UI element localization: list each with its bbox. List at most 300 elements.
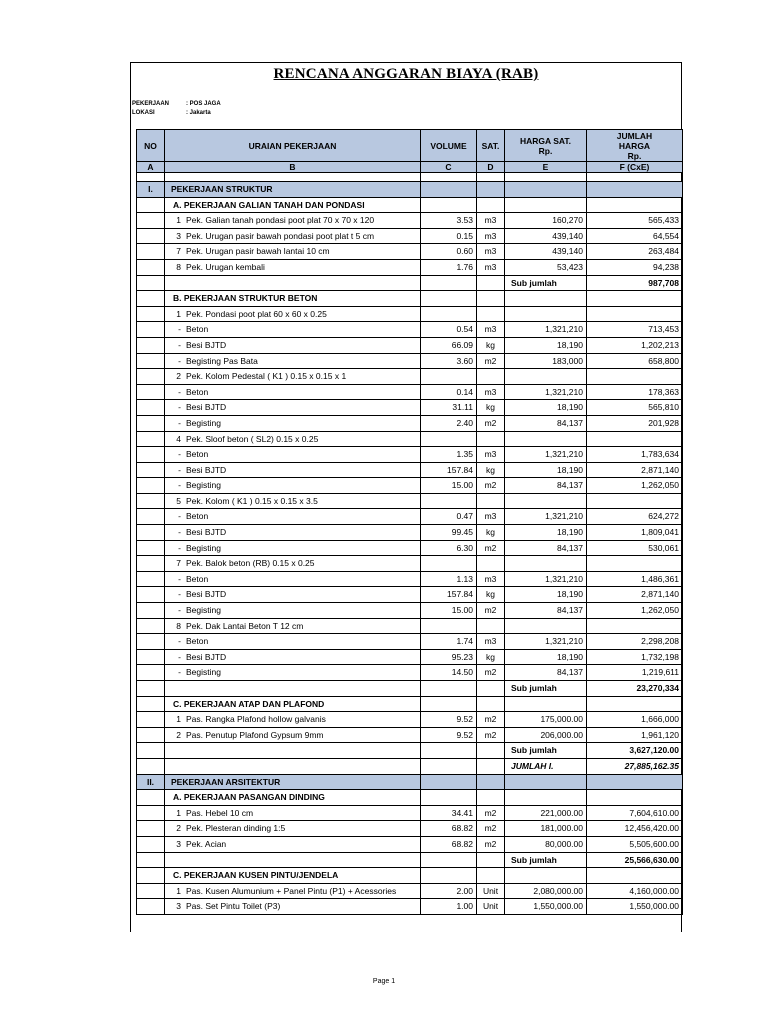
item-unit: m3 <box>477 322 505 338</box>
item-number: - <box>178 667 181 678</box>
item-total: 624,272 <box>587 509 683 525</box>
item-unit-price: 2,080,000.00 <box>505 883 587 899</box>
table-row <box>137 805 683 821</box>
empty-cell <box>165 275 421 291</box>
table-row <box>137 415 683 431</box>
item-unit: m2 <box>477 805 505 821</box>
subtotal-row <box>137 275 683 291</box>
item-unit: kg <box>477 462 505 478</box>
table-row <box>137 478 683 494</box>
item-volume: 157.84 <box>421 587 477 603</box>
empty-cell <box>421 681 477 697</box>
empty-cell <box>421 696 477 712</box>
rab-table-body <box>137 173 683 915</box>
item-unit: m3 <box>477 447 505 463</box>
item-volume: 3.53 <box>421 213 477 229</box>
empty-cell <box>587 774 683 790</box>
subtotal-label: Sub jumlah <box>505 743 587 759</box>
item-description: Beton <box>186 636 209 647</box>
empty-cell <box>477 696 505 712</box>
col-code-b: B <box>165 162 421 173</box>
empty-cell <box>137 478 165 494</box>
item-unit-price: 181,000.00 <box>505 821 587 837</box>
item-unit: m3 <box>477 259 505 275</box>
item-total <box>587 556 683 572</box>
item-number: 1 <box>176 885 181 896</box>
subtotal-label: Sub jumlah <box>505 275 587 291</box>
empty-cell <box>421 173 477 182</box>
item-volume: 2.40 <box>421 415 477 431</box>
item-volume: 1.13 <box>421 571 477 587</box>
item-unit-price: 1,321,210 <box>505 634 587 650</box>
empty-cell <box>137 213 165 229</box>
item-volume: 0.14 <box>421 384 477 400</box>
empty-cell <box>137 525 165 541</box>
empty-cell <box>505 774 587 790</box>
item-number: 2 <box>176 729 181 740</box>
empty-cell <box>477 275 505 291</box>
item-description-cell <box>165 213 421 229</box>
table-row <box>137 244 683 260</box>
empty-cell <box>421 774 477 790</box>
empty-cell <box>137 173 165 182</box>
empty-cell <box>421 790 477 806</box>
item-unit-price: 84,137 <box>505 603 587 619</box>
empty-cell <box>587 182 683 198</box>
empty-cell <box>477 774 505 790</box>
table-row <box>137 899 683 915</box>
item-unit-price: 160,270 <box>505 213 587 229</box>
empty-cell <box>137 727 165 743</box>
item-description-cell <box>165 369 421 385</box>
item-unit: kg <box>477 337 505 353</box>
item-number: - <box>178 355 181 366</box>
item-total: 658,800 <box>587 353 683 369</box>
item-number: 2 <box>176 823 181 834</box>
empty-cell <box>137 337 165 353</box>
item-total: 1,486,361 <box>587 571 683 587</box>
item-unit-price: 84,137 <box>505 415 587 431</box>
item-description-cell <box>165 603 421 619</box>
group-row <box>137 790 683 806</box>
empty-cell <box>137 462 165 478</box>
item-number: - <box>178 464 181 475</box>
item-description: Beton <box>186 511 209 522</box>
table-row <box>137 306 683 322</box>
item-unit: Unit <box>477 899 505 915</box>
col-harga-sat-header: HARGA SAT. Rp. <box>505 130 587 162</box>
item-number: 7 <box>176 246 181 257</box>
item-description-cell <box>165 665 421 681</box>
item-volume: 9.52 <box>421 727 477 743</box>
table-row <box>137 603 683 619</box>
item-description-cell <box>165 571 421 587</box>
subtotal-label: Sub jumlah <box>505 852 587 868</box>
subtotal-row <box>137 743 683 759</box>
item-total: 2,871,140 <box>587 462 683 478</box>
empty-cell <box>587 696 683 712</box>
header-row <box>137 130 683 162</box>
empty-cell <box>137 712 165 728</box>
item-volume: 157.84 <box>421 462 477 478</box>
table-row <box>137 462 683 478</box>
item-description: Pas. Rangka Plafond hollow galvanis <box>186 714 326 725</box>
empty-cell <box>587 173 683 182</box>
rab-table <box>136 129 683 915</box>
empty-cell <box>421 743 477 759</box>
item-unit-price: 1,321,210 <box>505 322 587 338</box>
item-description: Begisting <box>186 417 221 428</box>
item-description: Pas. Kusen Alumunium + Panel Pintu (P1) + Acessories <box>186 885 397 896</box>
item-volume: 1.35 <box>421 447 477 463</box>
item-total: 1,666,000 <box>587 712 683 728</box>
item-description: Begisting <box>186 480 221 491</box>
item-description-cell <box>165 540 421 556</box>
table-row <box>137 493 683 509</box>
item-volume: 2.00 <box>421 883 477 899</box>
item-number: - <box>178 449 181 460</box>
item-unit-price <box>505 493 587 509</box>
item-description: Pek. Balok beton (RB) 0.15 x 0.25 <box>186 558 315 569</box>
group-title: B. PEKERJAAN STRUKTUR BETON <box>165 291 421 307</box>
item-description-cell <box>165 447 421 463</box>
item-unit-price: 80,000.00 <box>505 836 587 852</box>
item-total: 565,433 <box>587 213 683 229</box>
item-unit-price <box>505 556 587 572</box>
item-number: - <box>178 339 181 350</box>
item-description: Pek. Galian tanah pondasi poot plat 70 x 70 x 120 <box>186 215 375 226</box>
item-unit-price: 1,321,210 <box>505 447 587 463</box>
meta-pekerjaan-value: : POS JAGA <box>186 101 221 107</box>
empty-cell <box>137 696 165 712</box>
item-description-cell <box>165 727 421 743</box>
table-row <box>137 540 683 556</box>
meta-lokasi-label: LOKASI <box>132 110 155 116</box>
empty-cell <box>137 509 165 525</box>
item-description-cell <box>165 509 421 525</box>
item-description: Pek. Acian <box>186 838 227 849</box>
item-description-cell <box>165 353 421 369</box>
item-unit: m2 <box>477 603 505 619</box>
table-row <box>137 400 683 416</box>
item-unit: m2 <box>477 821 505 837</box>
item-description-cell <box>165 618 421 634</box>
col-sat-header: SAT. <box>477 130 505 162</box>
item-volume: 99.45 <box>421 525 477 541</box>
item-total <box>587 493 683 509</box>
item-unit: kg <box>477 649 505 665</box>
item-description-cell <box>165 306 421 322</box>
empty-cell <box>421 182 477 198</box>
empty-cell <box>137 447 165 463</box>
item-unit-price: 18,190 <box>505 587 587 603</box>
item-description-cell <box>165 478 421 494</box>
empty-cell <box>137 587 165 603</box>
subtotal-row <box>137 681 683 697</box>
item-unit-price: 183,000 <box>505 353 587 369</box>
item-description: Pek. Kolom Pedestal ( K1 ) 0.15 x 0.15 x 1 <box>186 371 347 382</box>
item-number: - <box>178 589 181 600</box>
item-description: Pek. Sloof beton ( SL2) 0.15 x 0.25 <box>186 433 319 444</box>
empty-cell <box>477 868 505 884</box>
header-code-row <box>137 162 683 173</box>
item-description: Pek. Urugan pasir bawah pondasi poot plat t 5 cm <box>186 230 375 241</box>
empty-cell <box>137 790 165 806</box>
empty-cell <box>421 852 477 868</box>
item-description-cell <box>165 431 421 447</box>
item-unit-price <box>505 306 587 322</box>
total-row <box>137 758 683 774</box>
empty-cell <box>165 758 421 774</box>
empty-cell <box>587 790 683 806</box>
item-description-cell <box>165 384 421 400</box>
section-number: II. <box>137 774 165 790</box>
item-description: Besi BJTD <box>186 464 227 475</box>
item-unit: m3 <box>477 634 505 650</box>
empty-cell <box>505 182 587 198</box>
item-description: Beton <box>186 449 209 460</box>
table-row <box>137 337 683 353</box>
item-total: 1,809,041 <box>587 525 683 541</box>
empty-cell <box>137 618 165 634</box>
empty-cell <box>137 821 165 837</box>
item-total: 7,604,610.00 <box>587 805 683 821</box>
item-total: 530,061 <box>587 540 683 556</box>
item-unit-price <box>505 431 587 447</box>
item-number: 3 <box>176 901 181 912</box>
table-row <box>137 836 683 852</box>
item-number: 3 <box>176 838 181 849</box>
document-title: RENCANA ANGGARAN BIAYA (RAB) <box>273 66 539 82</box>
empty-cell <box>137 649 165 665</box>
item-description-cell <box>165 259 421 275</box>
item-unit-price: 1,321,210 <box>505 384 587 400</box>
item-volume: 31.11 <box>421 400 477 416</box>
table-row <box>137 587 683 603</box>
col-code-c: C <box>421 162 477 173</box>
item-volume: 1.00 <box>421 899 477 915</box>
item-description: Beton <box>186 573 209 584</box>
item-volume: 1.74 <box>421 634 477 650</box>
item-unit: m2 <box>477 727 505 743</box>
col-code-a: A <box>137 162 165 173</box>
section-row <box>137 774 683 790</box>
item-description-cell <box>165 462 421 478</box>
item-number: 1 <box>176 714 181 725</box>
item-volume <box>421 556 477 572</box>
item-number: 8 <box>176 261 181 272</box>
item-volume: 1.76 <box>421 259 477 275</box>
item-unit-price: 439,140 <box>505 244 587 260</box>
empty-cell <box>477 790 505 806</box>
table-row <box>137 571 683 587</box>
empty-cell <box>137 353 165 369</box>
empty-cell <box>137 681 165 697</box>
item-number: - <box>178 573 181 584</box>
col-jumlah-header: JUMLAH HARGA Rp. <box>587 130 683 162</box>
item-total: 1,262,050 <box>587 478 683 494</box>
item-number: - <box>178 542 181 553</box>
col-no-header: NO <box>137 130 165 162</box>
item-volume <box>421 369 477 385</box>
item-number: 1 <box>176 308 181 319</box>
col-code-e: E <box>505 162 587 173</box>
item-unit: kg <box>477 400 505 416</box>
item-description: Pek. Pondasi poot plat 60 x 60 x 0.25 <box>186 308 327 319</box>
empty-cell <box>505 173 587 182</box>
item-volume: 0.54 <box>421 322 477 338</box>
item-unit: m3 <box>477 213 505 229</box>
item-volume <box>421 618 477 634</box>
item-unit: m3 <box>477 384 505 400</box>
item-unit-price: 1,321,210 <box>505 509 587 525</box>
item-volume <box>421 306 477 322</box>
empty-cell <box>137 415 165 431</box>
group-title: A. PEKERJAAN GALIAN TANAH DAN PONDASI <box>165 197 421 213</box>
item-total: 565,810 <box>587 400 683 416</box>
empty-cell <box>477 182 505 198</box>
item-volume: 15.00 <box>421 603 477 619</box>
item-total: 1,732,198 <box>587 649 683 665</box>
item-unit-price: 221,000.00 <box>505 805 587 821</box>
item-description: Pas. Hebel 10 cm <box>186 807 254 818</box>
item-number: 8 <box>176 620 181 631</box>
item-total: 1,783,634 <box>587 447 683 463</box>
empty-cell <box>137 540 165 556</box>
table-row <box>137 259 683 275</box>
item-description-cell <box>165 525 421 541</box>
total-value: 27,885,162.35 <box>587 758 683 774</box>
spacer-row <box>137 173 683 182</box>
empty-cell <box>137 743 165 759</box>
empty-cell <box>137 306 165 322</box>
item-description: Pek. Kolom ( K1 ) 0.15 x 0.15 x 3.5 <box>186 495 318 506</box>
item-unit-price: 18,190 <box>505 462 587 478</box>
item-description-cell <box>165 883 421 899</box>
item-volume: 14.50 <box>421 665 477 681</box>
item-description: Beton <box>186 324 209 335</box>
empty-cell <box>137 322 165 338</box>
table-row <box>137 384 683 400</box>
item-total: 713,453 <box>587 322 683 338</box>
item-volume: 9.52 <box>421 712 477 728</box>
table-row <box>137 821 683 837</box>
table-row <box>137 447 683 463</box>
item-volume: 34.41 <box>421 805 477 821</box>
empty-cell <box>137 634 165 650</box>
empty-cell <box>137 836 165 852</box>
empty-cell <box>137 665 165 681</box>
empty-cell <box>137 369 165 385</box>
empty-cell <box>505 291 587 307</box>
item-description: Pek. Plesteran dinding 1:5 <box>186 823 286 834</box>
item-total: 1,219,611 <box>587 665 683 681</box>
item-total: 64,554 <box>587 228 683 244</box>
item-total: 2,298,208 <box>587 634 683 650</box>
empty-cell <box>165 852 421 868</box>
item-number: - <box>178 324 181 335</box>
subtotal-value: 987,708 <box>587 275 683 291</box>
item-unit-price: 1,321,210 <box>505 571 587 587</box>
item-unit: Unit <box>477 883 505 899</box>
empty-cell <box>137 571 165 587</box>
empty-cell <box>477 173 505 182</box>
item-number: - <box>178 651 181 662</box>
empty-cell <box>137 493 165 509</box>
item-number: 5 <box>176 495 181 506</box>
section-row <box>137 182 683 198</box>
item-unit-price <box>505 618 587 634</box>
item-unit: m2 <box>477 415 505 431</box>
col-volume-header: VOLUME <box>421 130 477 162</box>
item-unit-price: 18,190 <box>505 649 587 665</box>
empty-cell <box>587 868 683 884</box>
table-row <box>137 525 683 541</box>
empty-cell <box>587 197 683 213</box>
item-description-cell <box>165 649 421 665</box>
empty-cell <box>477 681 505 697</box>
empty-cell <box>137 431 165 447</box>
item-total <box>587 369 683 385</box>
empty-cell <box>505 696 587 712</box>
item-description-cell <box>165 836 421 852</box>
meta-lokasi <box>132 110 211 116</box>
item-unit <box>477 493 505 509</box>
item-volume: 68.82 <box>421 836 477 852</box>
item-unit-price: 18,190 <box>505 400 587 416</box>
item-description: Besi BJTD <box>186 402 227 413</box>
group-row <box>137 197 683 213</box>
empty-cell <box>505 868 587 884</box>
item-volume: 68.82 <box>421 821 477 837</box>
empty-cell <box>165 173 421 182</box>
item-description-cell <box>165 415 421 431</box>
table-row <box>137 353 683 369</box>
item-unit-price: 439,140 <box>505 228 587 244</box>
meta-pekerjaan-label: PEKERJAAN <box>132 101 170 107</box>
item-unit-price: 175,000.00 <box>505 712 587 728</box>
table-row <box>137 665 683 681</box>
item-number: 3 <box>176 230 181 241</box>
item-volume: 95.23 <box>421 649 477 665</box>
empty-cell <box>421 758 477 774</box>
item-description: Besi BJTD <box>186 339 227 350</box>
item-description: Begisting <box>186 667 221 678</box>
empty-cell <box>137 883 165 899</box>
empty-cell <box>421 275 477 291</box>
item-unit: m2 <box>477 836 505 852</box>
item-description: Pas. Set Pintu Toilet (P3) <box>186 901 281 912</box>
col-code-f: F (CxE) <box>587 162 683 173</box>
item-description: Besi BJTD <box>186 651 227 662</box>
empty-cell <box>165 681 421 697</box>
item-unit: kg <box>477 525 505 541</box>
item-description-cell <box>165 899 421 915</box>
item-unit-price: 18,190 <box>505 525 587 541</box>
item-unit <box>477 369 505 385</box>
table-row <box>137 712 683 728</box>
table-row <box>137 509 683 525</box>
meta-lokasi-value: : Jakarta <box>186 110 211 116</box>
meta-pekerjaan <box>132 101 221 107</box>
item-description-cell <box>165 244 421 260</box>
empty-cell <box>421 197 477 213</box>
item-unit: m3 <box>477 244 505 260</box>
item-unit-price: 84,137 <box>505 540 587 556</box>
item-volume: 0.60 <box>421 244 477 260</box>
item-total <box>587 618 683 634</box>
section-number: I. <box>137 182 165 198</box>
